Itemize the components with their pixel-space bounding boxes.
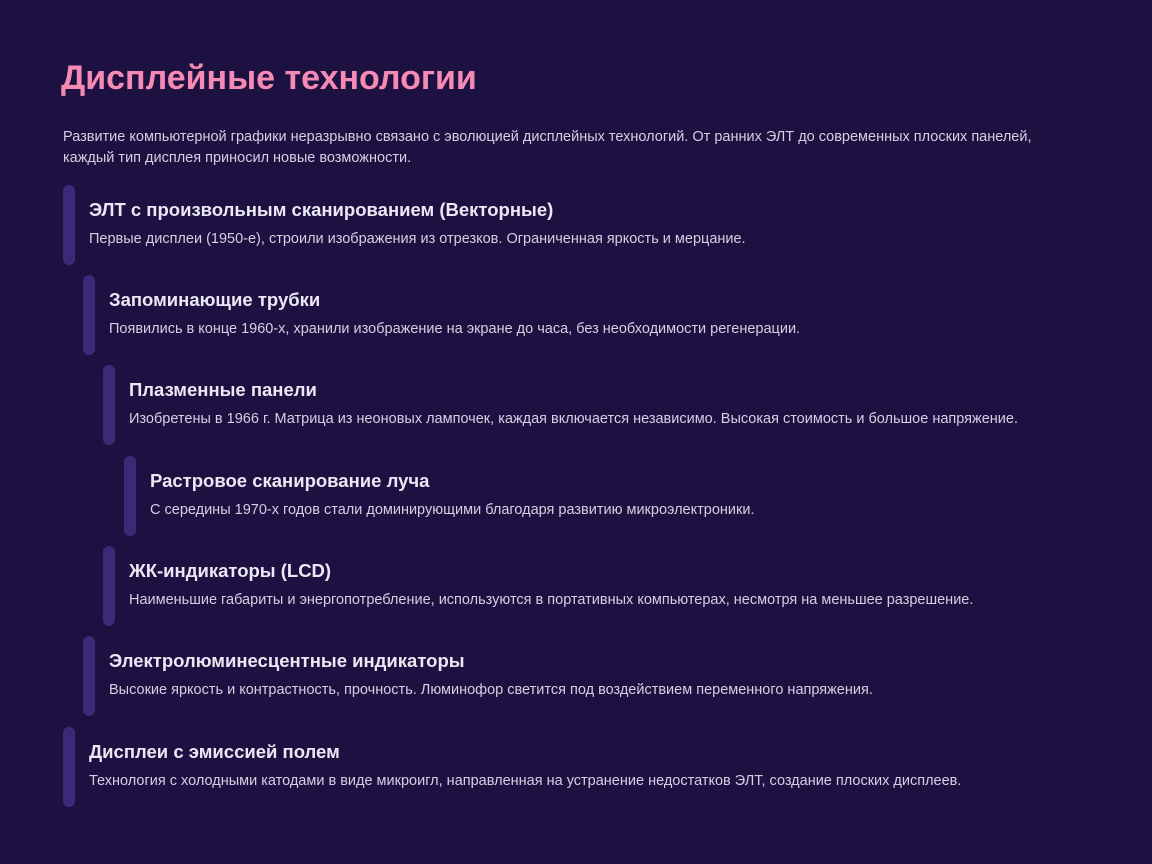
item-title: Плазменные панели <box>129 379 317 400</box>
item-description: С середины 1970-х годов стали доминирующими благодаря развитию микроэлектроники. <box>150 502 755 518</box>
item-title: Растровое сканирование луча <box>150 470 430 491</box>
item-description: Появились в конце 1960-х, хранили изображение на экране до часа, без необходимости регенерации. <box>109 321 801 337</box>
item-title: Дисплеи с эмиссией полем <box>89 741 340 762</box>
intro-text: Развитие компьютерной графики неразрывно связано с эволюцией дисплейных технологий. От ранних ЭЛТ до современных плоских панелей, каждый тип дисплея приносил новые возможности. <box>63 129 1032 166</box>
item-description: Изобретены в 1966 г. Матрица из неоновых лампочек, каждая включается независимо. Высокая стоимость и большое напряжение. <box>129 411 1018 427</box>
timeline-bar <box>124 456 136 536</box>
item-description: Высокие яркость и контрастность, прочность. Люминофор светится под воздействием переменного напряжения. <box>109 682 873 698</box>
timeline-bar <box>103 365 115 445</box>
timeline-bar <box>103 546 115 626</box>
timeline-bar <box>63 727 75 807</box>
item-title: Электролюминесцентные индикаторы <box>109 650 465 671</box>
item-title: Запоминающие трубки <box>109 289 321 310</box>
page-title: Дисплейные технологии <box>61 59 477 97</box>
timeline-bar <box>83 275 95 355</box>
item-description: Наименьшие габариты и энергопотребление, используются в портативных компьютерах, несмотря на меньшее разрешение. <box>129 592 974 608</box>
item-description: Первые дисплеи (1950-е), строили изображения из отрезков. Ограниченная яркость и мерцание. <box>89 231 746 247</box>
item-title: ЖК-индикаторы (LCD) <box>129 560 332 581</box>
timeline-bar <box>83 636 95 716</box>
timeline-bar <box>63 185 75 265</box>
item-title: ЭЛТ с произвольным сканированием (Векторные) <box>89 199 554 220</box>
item-description: Технология с холодными катодами в виде микроигл, направленная на устранение недостатков ЭЛТ, создание плоских дисплеев. <box>89 773 962 789</box>
